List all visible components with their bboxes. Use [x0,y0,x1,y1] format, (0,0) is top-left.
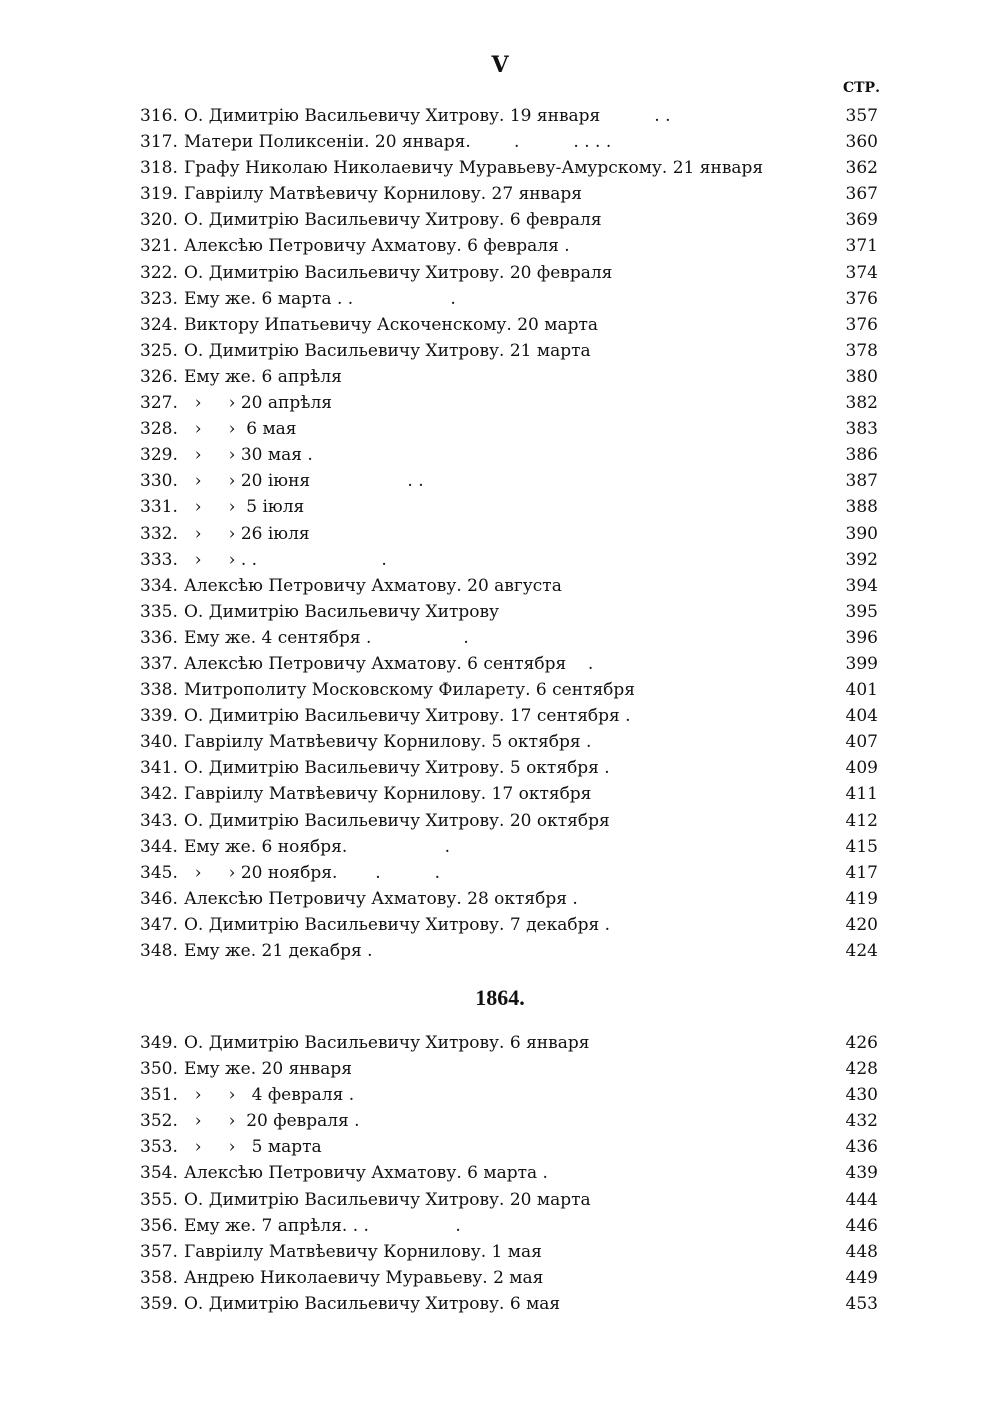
entry-title: › › 5 марта [184,1137,322,1158]
page-number: V [491,52,509,78]
contents-entry [140,1265,878,1291]
entry-page-number: 424 [845,941,878,961]
entry-number: 333. [140,549,178,570]
entry-number: 319. [140,184,178,205]
contents-entry [140,755,878,781]
entry-title: Алексѣю Петровичу Ахматову. 28 октября . [184,888,578,909]
entry-title: › › 6 мая [184,419,297,440]
contents-entry [140,677,878,703]
entry-number: 343. [140,810,178,831]
entry-title: › › 4 февраля . [184,1085,355,1106]
entry-page-number: 390 [845,523,878,544]
contents-entry [140,129,878,155]
entry-page-number: 444 [845,1189,878,1210]
contents-entry [140,912,878,938]
contents-entry [140,599,878,625]
contents-entry [140,521,878,547]
entry-title: О. Димитрію Васильевичу Хитрову. 17 сентября . [184,706,631,727]
entry-number: 354. [140,1163,178,1184]
entry-number: 338. [140,680,178,701]
entry-page-number: 388 [845,497,878,518]
entry-title: Виктору Ипатьевичу Аскоченскому. 20 марта [184,314,599,335]
contents-entry [140,781,878,807]
entry-page-number: 360 [845,132,878,153]
contents-entry [140,155,878,181]
entry-page-number: 412 [845,810,878,831]
entry-number: 345. [140,862,178,883]
entry-page-number: 396 [845,627,878,648]
entry-title: Алексѣю Петровичу Ахматову. 6 марта . [184,1163,548,1184]
entry-page-number: 448 [845,1241,878,1262]
entry-title: Ему же. 20 января [184,1059,352,1080]
entry-title: О. Димитрію Васильевичу Хитрову. 20 октября [184,810,610,831]
entry-title: Ему же. 6 ноября. . [184,836,450,857]
contents-entry [140,703,878,729]
entry-title: Алексѣю Петровичу Ахматову. 6 сентября . [184,653,594,674]
contents-entry [140,1213,878,1239]
entry-page-number: 371 [845,236,878,257]
entry-page-number: 426 [845,1033,878,1053]
entry-number: 339. [140,706,178,727]
contents-entry [140,1108,878,1134]
entry-title: › › 20 февраля . [184,1111,360,1132]
entry-number: 321. [140,236,178,257]
entry-title: Графу Николаю Николаевичу Муравьеву-Амурскому. 21 января [184,158,764,179]
contents-entry [140,442,878,468]
entry-title: О. Димитрію Васильевичу Хитрову. 6 февраля [184,210,602,231]
entry-number: 356. [140,1215,178,1236]
entry-page-number: 419 [845,888,878,909]
entry-page-number: 446 [845,1215,878,1236]
entry-number: 334. [140,575,178,596]
entry-page-number: 439 [845,1163,878,1184]
contents-entry [140,494,878,520]
contents-entry [140,1160,878,1186]
entry-number: 353. [140,1137,178,1158]
contents-entry [140,312,878,338]
entry-page-number: 430 [845,1085,878,1106]
entry-title: О. Димитрію Васильевичу Хитрову. 20 февраля [184,262,613,283]
contents-entry [140,286,878,312]
entry-number: 316. [140,106,178,126]
entry-title: Гавріилу Матвѣевичу Корнилову. 27 января [184,184,582,205]
page-column-header: СТР. [843,80,880,96]
contents-entry [140,625,878,651]
entry-number: 336. [140,627,178,648]
entry-number: 318. [140,158,178,179]
entry-number: 326. [140,366,178,387]
contents-entry [140,938,878,964]
entry-page-number: 453 [845,1293,878,1314]
contents-entry [140,1239,878,1265]
contents-entry [140,729,878,755]
entry-number: 350. [140,1059,178,1080]
entry-title: › › 20 апрѣля [184,393,332,414]
entry-page-number: 362 [845,158,878,179]
entry-page-number: 436 [845,1137,878,1158]
entry-page-number: 399 [845,653,878,674]
entry-title: Ему же. 7 апрѣля. . . . [184,1215,461,1236]
entry-number: 323. [140,288,178,309]
entry-page-number: 378 [845,340,878,361]
entry-page-number: 367 [845,184,878,205]
entry-title: О. Димитрію Васильевичу Хитрову. 6 мая [184,1293,561,1314]
entry-title: Ему же. 4 сентября . . [184,627,469,648]
contents-entry [140,860,878,886]
entry-number: 349. [140,1033,178,1053]
entry-number: 355. [140,1189,178,1210]
entry-title: Гавріилу Матвѣевичу Корнилову. 17 октября [184,784,592,805]
entry-title: О. Димитрію Васильевичу Хитрову [184,601,500,622]
entry-number: 358. [140,1267,178,1288]
entry-title: Алексѣю Петровичу Ахматову. 6 февраля . [184,236,570,257]
entry-page-number: 428 [845,1059,878,1080]
entry-title: › › 20 ноября. . . [184,862,441,883]
entry-page-number: 392 [845,549,878,570]
entry-page-number: 415 [845,836,878,857]
contents-entry [140,1291,878,1317]
entry-number: 330. [140,471,178,492]
contents-entry [140,1030,878,1056]
entry-number: 347. [140,914,178,935]
entry-title: О. Димитрію Васильевичу Хитрову. 21 марта [184,340,591,361]
contents-entry [140,207,878,233]
entry-page-number: 374 [845,262,878,283]
entry-page-number: 409 [845,758,878,779]
entry-page-number: 376 [845,288,878,309]
entry-title: О. Димитрію Васильевичу Хитрову. 20 марта [184,1189,591,1210]
entry-title: Ему же. 21 декабря . [184,941,373,961]
entry-page-number: 395 [845,601,878,622]
contents-entry [140,416,878,442]
contents-entry [140,260,878,286]
contents-entry [140,390,878,416]
entry-number: 342. [140,784,178,805]
entry-number: 351. [140,1085,178,1106]
contents-entry [140,181,878,207]
entry-title: › › . . . [184,549,387,570]
contents-entry [140,1134,878,1160]
contents-entry [140,1187,878,1213]
entry-page-number: 357 [845,106,878,126]
entry-page-number: 420 [845,914,878,935]
year-heading: 1864. [475,985,525,1010]
entry-number: 320. [140,210,178,231]
entry-number: 344. [140,836,178,857]
entry-number: 329. [140,445,178,466]
entry-title: › › 26 іюля [184,523,310,544]
contents-entry [140,651,878,677]
contents-entry [140,573,878,599]
contents-entry [140,1056,878,1082]
entry-title: Ему же. 6 апрѣля [184,366,342,387]
entry-title: Андрею Николаевичу Муравьеву. 2 мая [184,1267,544,1288]
entry-number: 346. [140,888,178,909]
contents-list-1863 [140,103,878,964]
contents-entry [140,834,878,860]
entry-number: 327. [140,393,178,414]
entry-title: О. Димитрію Васильевичу Хитрову. 6 января [184,1033,590,1053]
contents-entry [140,103,878,129]
entry-title: Ему же. 6 марта . . . [184,288,456,309]
entry-title: Митрополиту Московскому Филарету. 6 сентября [184,680,636,701]
entry-title: О. Димитрію Васильевичу Хитрову. 5 октября . [184,758,610,779]
contents-entry [140,468,878,494]
entry-title: › › 20 іюня . . [184,471,424,492]
contents-entry [140,808,878,834]
entry-page-number: 380 [845,366,878,387]
entry-title: › › 5 іюля [184,497,305,518]
entry-page-number: 404 [845,706,878,727]
entry-title: › › 30 мая . [184,445,313,466]
contents-entry [140,886,878,912]
entry-title: Гавріилу Матвѣевичу Корнилову. 5 октября . [184,732,592,753]
entry-title: О. Димитрію Васильевичу Хитрову. 7 декабря . [184,914,611,935]
entry-page-number: 417 [845,862,878,883]
entry-page-number: 376 [845,314,878,335]
entry-number: 348. [140,941,178,961]
contents-entry [140,1082,878,1108]
contents-list-1864 [140,1030,878,1317]
entry-page-number: 369 [845,210,878,231]
entry-number: 359. [140,1293,178,1314]
entry-page-number: 387 [845,471,878,492]
entry-page-number: 407 [845,732,878,753]
entry-number: 328. [140,419,178,440]
entry-page-number: 394 [845,575,878,596]
entry-number: 332. [140,523,178,544]
entry-number: 340. [140,732,178,753]
entry-number: 317. [140,132,178,153]
contents-entry [140,547,878,573]
entry-number: 335. [140,601,178,622]
entry-page-number: 432 [845,1111,878,1132]
entry-title: О. Димитрію Васильевичу Хитрову. 19 января . . [184,106,671,126]
contents-entry [140,364,878,390]
entry-number: 357. [140,1241,178,1262]
entry-page-number: 449 [845,1267,878,1288]
entry-title: Гавріилу Матвѣевичу Корнилову. 1 мая [184,1241,542,1262]
entry-number: 331. [140,497,178,518]
entry-page-number: 382 [845,393,878,414]
entry-page-number: 411 [845,784,878,805]
entry-number: 322. [140,262,178,283]
entry-number: 325. [140,340,178,361]
contents-entry [140,338,878,364]
contents-entry [140,233,878,259]
entry-number: 324. [140,314,178,335]
entry-number: 352. [140,1111,178,1132]
entry-page-number: 401 [845,680,878,701]
entry-page-number: 383 [845,419,878,440]
entry-number: 337. [140,653,178,674]
entry-page-number: 386 [845,445,878,466]
entry-title: Алексѣю Петровичу Ахматову. 20 августа [184,575,562,596]
entry-number: 341. [140,758,178,779]
entry-title: Матери Поликсеніи. 20 января. . . . . . [184,132,612,153]
